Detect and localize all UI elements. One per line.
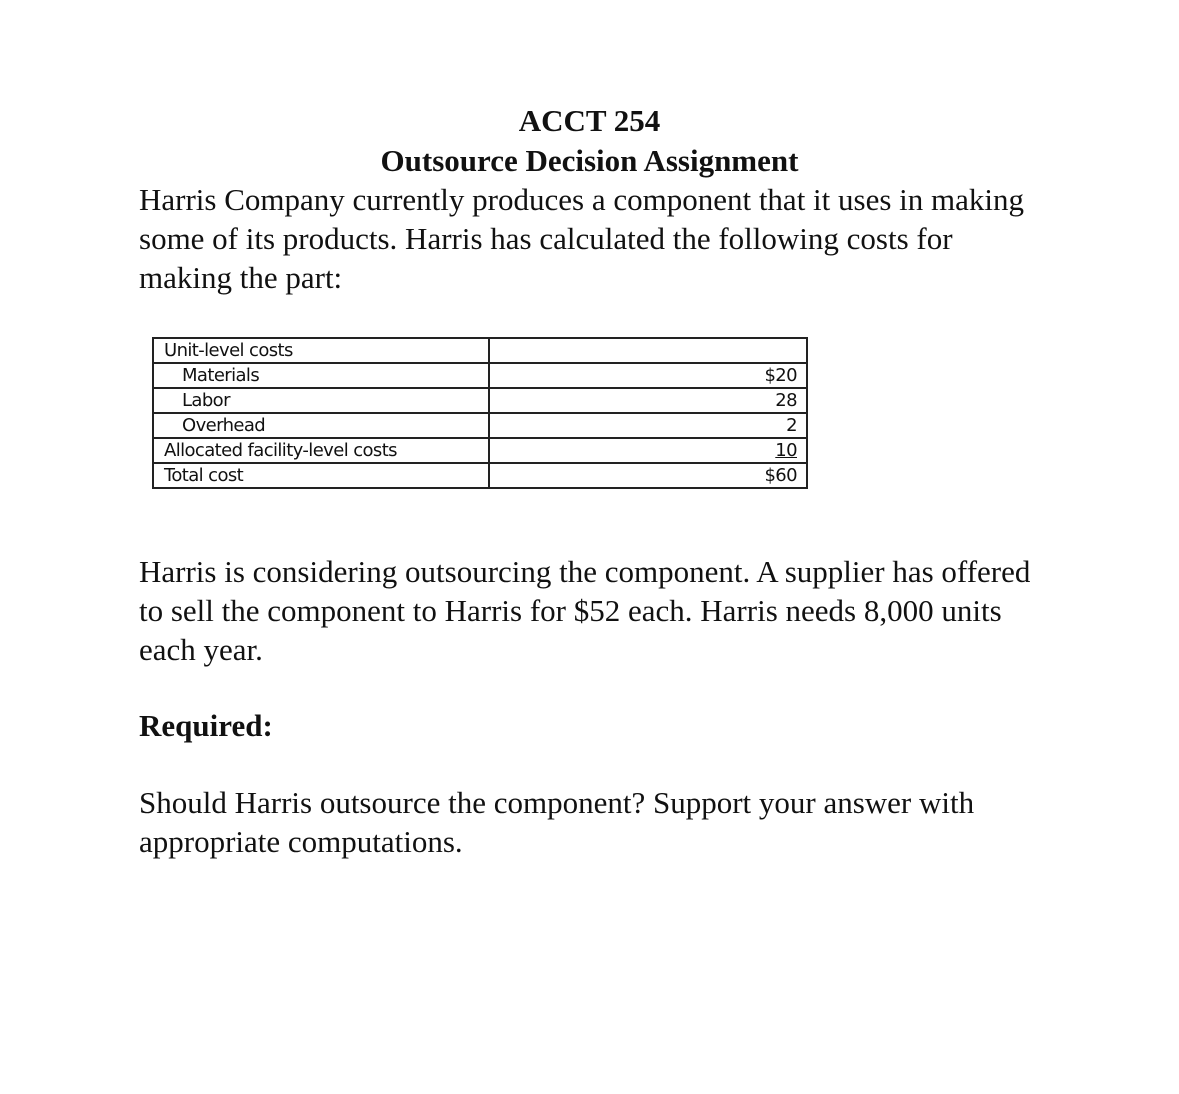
row-value: $20 <box>489 363 807 388</box>
table-row <box>153 363 807 388</box>
table-row <box>153 388 807 413</box>
row-value: 2 <box>489 413 807 438</box>
assignment-title: Outsource Decision Assignment <box>380 143 799 178</box>
intro-paragraph: Harris Company currently produces a component that it uses in making some of its products. Harris has calculated the following costs for making the part: <box>139 182 1025 295</box>
cost-table <box>152 337 808 489</box>
table-row <box>153 338 807 363</box>
row-value: 10 <box>775 440 797 461</box>
row-label: Overhead <box>153 413 489 438</box>
table-row <box>153 463 807 488</box>
course-code: ACCT 254 <box>518 103 661 138</box>
table-row <box>153 413 807 438</box>
table-row <box>153 438 807 463</box>
row-label: Total cost <box>153 463 489 488</box>
row-label: Allocated facility-level costs <box>153 438 489 463</box>
row-value: 28 <box>489 388 807 413</box>
question-paragraph: Should Harris outsource the component? Support your answer with appropriate computations. <box>139 785 975 859</box>
required-heading: Required: <box>139 708 273 743</box>
row-label: Labor <box>153 388 489 413</box>
row-label: Unit-level costs <box>153 338 489 363</box>
row-value: $60 <box>489 463 807 488</box>
row-label: Materials <box>153 363 489 388</box>
row-value <box>489 338 807 363</box>
scenario-paragraph: Harris is considering outsourcing the component. A supplier has offered to sell the component to Harris for $52 each. Harris needs 8,000 units each year. <box>139 554 1031 667</box>
